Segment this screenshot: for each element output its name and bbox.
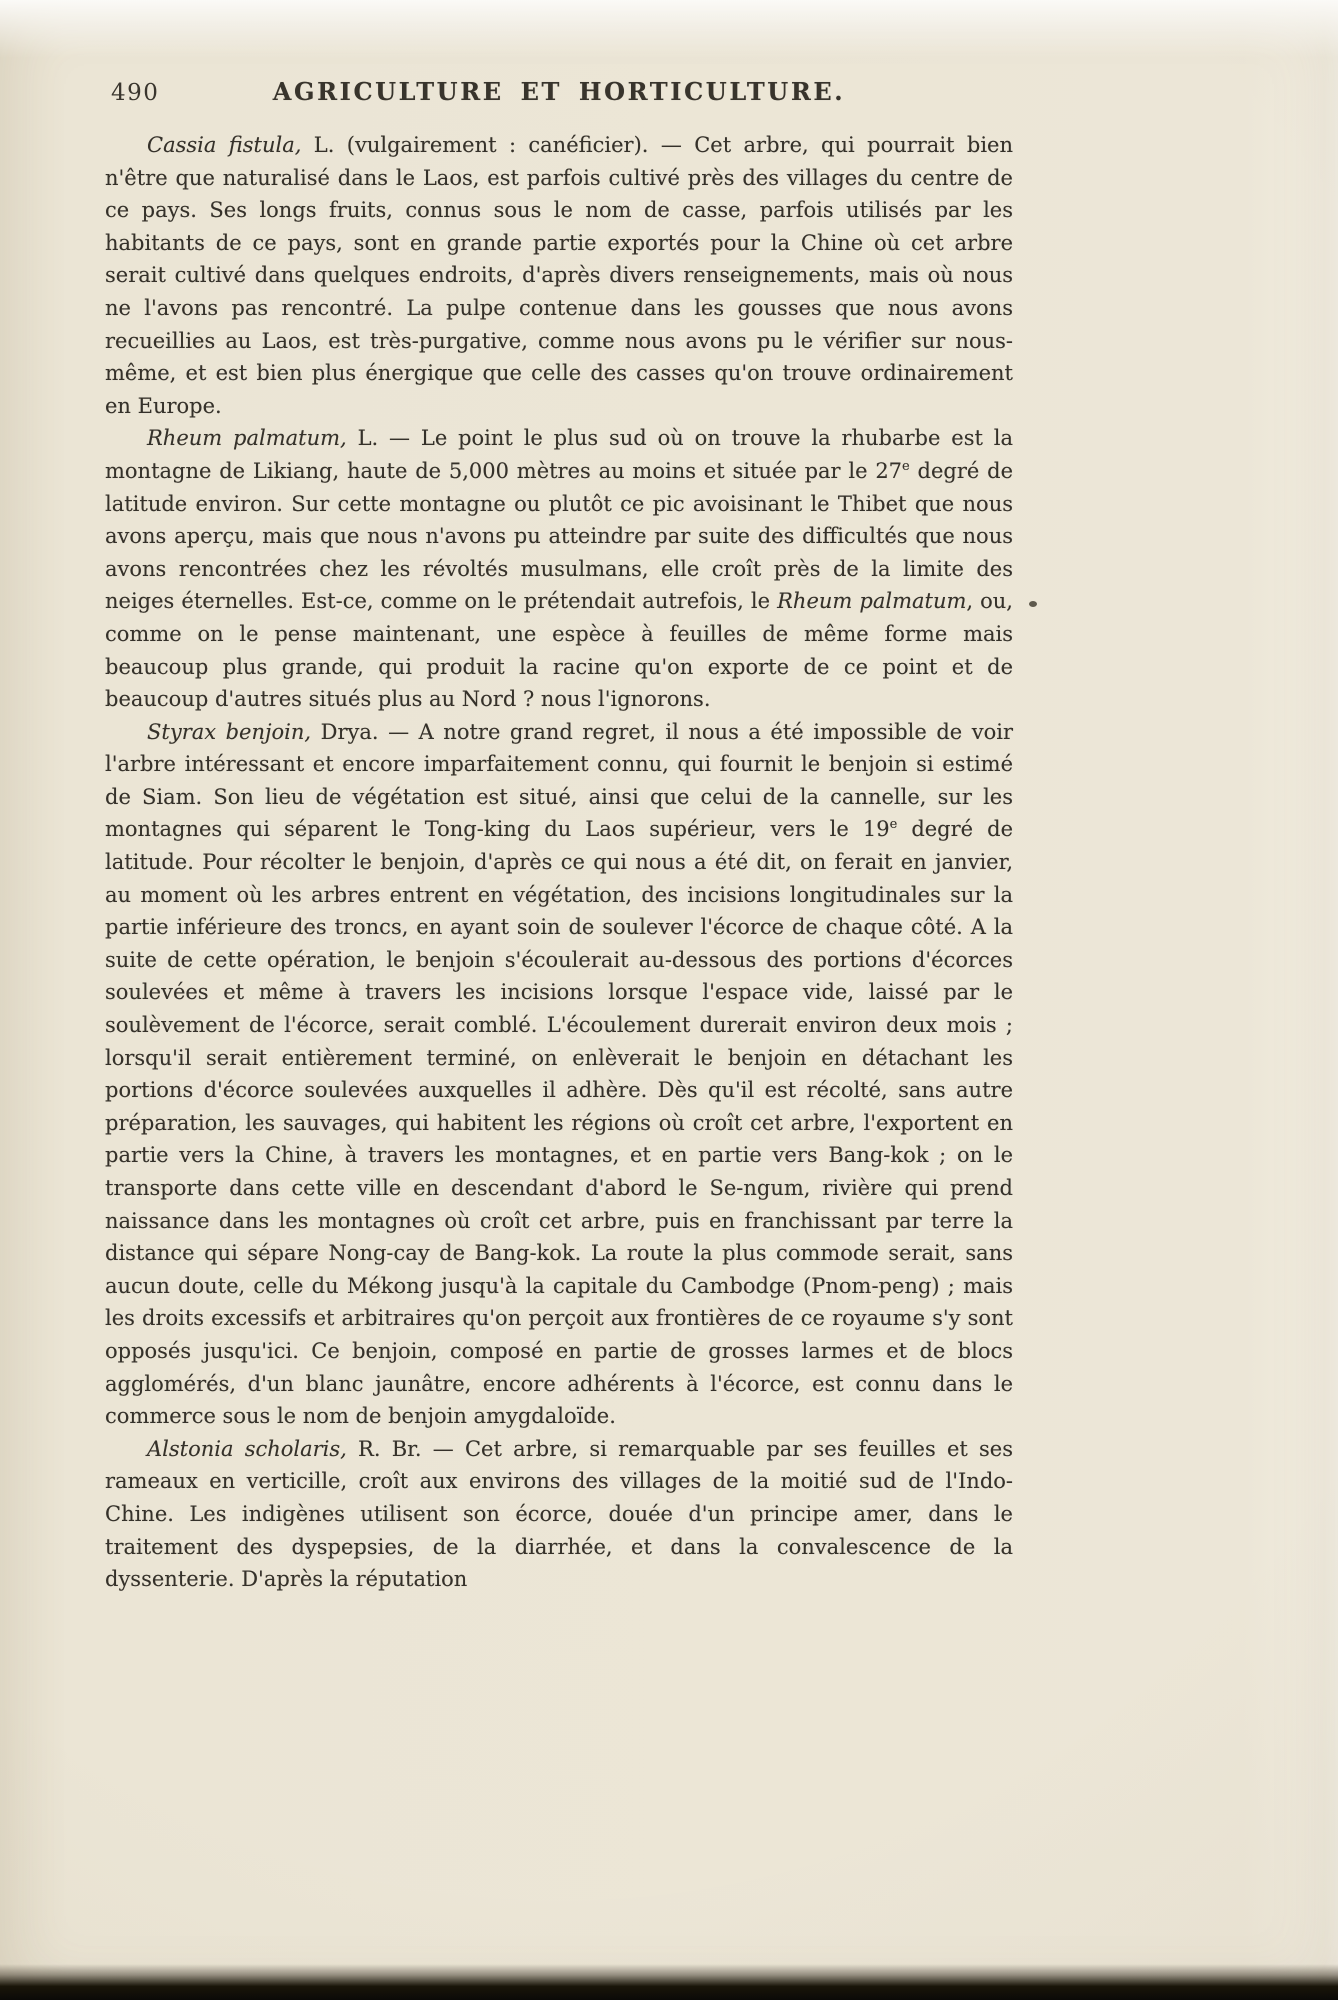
page-content [105,74,1013,1596]
text-segment: R. Br. — Cet arbre, si remarquable par ses feuilles et ses rameaux en verticille, croît aux environs des villages de la moitié sud de l'Indo-Chine. Les indigènes utilisent son écorce, douée d'un principe amer, dans le traitement des dyspepsies, de la diarrhée, et dans la convalescence de la dyssenterie. D'après la réputation [105,1436,1013,1592]
species-name: Rheum palmatum [777,589,967,614]
species-name: Cassia fistula, [147,133,302,157]
running-header: AGRICULTURE ET HORTICULTURE. [272,77,846,106]
page-number: 490 [111,80,160,106]
ink-speck [1029,601,1037,607]
species-name: Rheum palmatum, [147,426,347,451]
species-name: Styrax benjoin, [147,719,312,744]
text-segment: L. (vulgairement : canéficier). — Cet arbre, qui pourrait bien n'être que naturalisé dans le Laos, est parfois cultivé près des villages du centre de ce pays. Ses longs fruits, connus sous le nom de casse, parfois utilisés par les habitants de ce pays, sont en grande partie exportés pour la Chine où cet arbre serait cultivé dans quelques endroits, d'après divers renseignements, mais où nous ne l'avons pas rencontré. La pulpe contenue dans les gousses que nous avons recueillies au Laos, est très-purgative, comme nous avons pu le vérifier sur nous-même, et est bien plus énergique que celle des casses qu'on trouve ordinairement en Europe. [105,133,1013,418]
superscript: e [889,817,898,833]
superscript: e [902,458,910,474]
species-name: Alstonia scholaris, [147,1436,347,1461]
text-segment: , ou, comme on le pense maintenant, une espèce à feuilles de même forme mais beaucoup plus grande, qui produit la racine qu'on exporte de ce point et de beaucoup d'autres situés plus au Nord ? nous l'ignorons. [105,589,1013,712]
paragraph-3 [105,716,1013,1433]
paragraph-2 [105,422,1013,715]
text-segment: Drya. — A notre grand regret, il nous a été impossible de voir l'arbre intéressant et encore imparfaitement connu, qui fournit le benjoin si estimé de Siam. Son lieu de végétation est situé, ainsi que celui de la cannelle, sur les montagnes qui séparent le Tong-king du Laos supérieur, vers le 19 [105,719,1013,842]
scan-edge-bottom [0,1964,1338,2000]
text-segment: degré de latitude. Pour récolter le benjoin, d'après ce qui nous a été dit, on ferait en janvier, au moment où les arbres entrent en végétation, des incisions longitudinales sur la partie inférieure des troncs, en ayant soin de soulever l'écorce de chaque côté. A la suite de cette opération, le benjoin s'écoulerait au-dessous des portions d'écorces soulevées et même à travers les incisions lorsque l'espace vide, laissé par le soulèvement de l'écorce, serait comblé. L'écoulement durerait environ deux mois ; lorsqu'il serait entièrement terminé, on enlèverait le benjoin en détachant les portions d'écorce soulevées auxquelles il adhère. Dès qu'il est récolté, sans autre préparation, les sauvages, qui habitent les régions où croît cet arbre, l'exportent en partie vers la Chine, à travers les montagnes, et en partie vers Bang-kok ; on le transporte dans cette ville en descendant d'abord le Se-ngum, rivière qui prend naissance dans les montagnes où croît cet arbre, puis en franchissant par terre la distance qui sépare Nong-cay de Bang-kok. La route la plus commode serait, sans aucun doute, celle du Mékong jusqu'à la capitale du Cambodge (Pnom-peng) ; mais les droits excessifs et arbitraires qu'on perçoit aux frontières de ce royaume s'y sont opposés jusqu'ici. Ce benjoin, composé en partie de grosses larmes et de blocs agglomérés, d'un blanc jaunâtre, encore adhérents à l'écorce, est connu dans le commerce sous le nom de benjoin amygdaloïde. [105,817,1013,1429]
text-segment: degré de latitude environ. Sur cette montagne ou plutôt ce pic avoisinant le Thibet que nous avons aperçu, mais que nous n'avons pu atteindre par suite des difficultés que nous avons rencontrées chez les révoltés musulmans, elle croît près de la limite des neiges éternelles. Est-ce, comme on le prétendait autrefois, le [105,458,1013,614]
paragraph-1 [105,129,1013,422]
text-segment: L. — Le point le plus sud où on trouve la rhubarbe est la montagne de Likiang, haute de 5,000 mètres au moins et située par le 27 [105,426,1013,483]
scan-edge-top [0,0,1338,58]
page-header [105,74,1013,120]
paragraph-4 [105,1433,1013,1596]
body-text [105,129,1013,1596]
